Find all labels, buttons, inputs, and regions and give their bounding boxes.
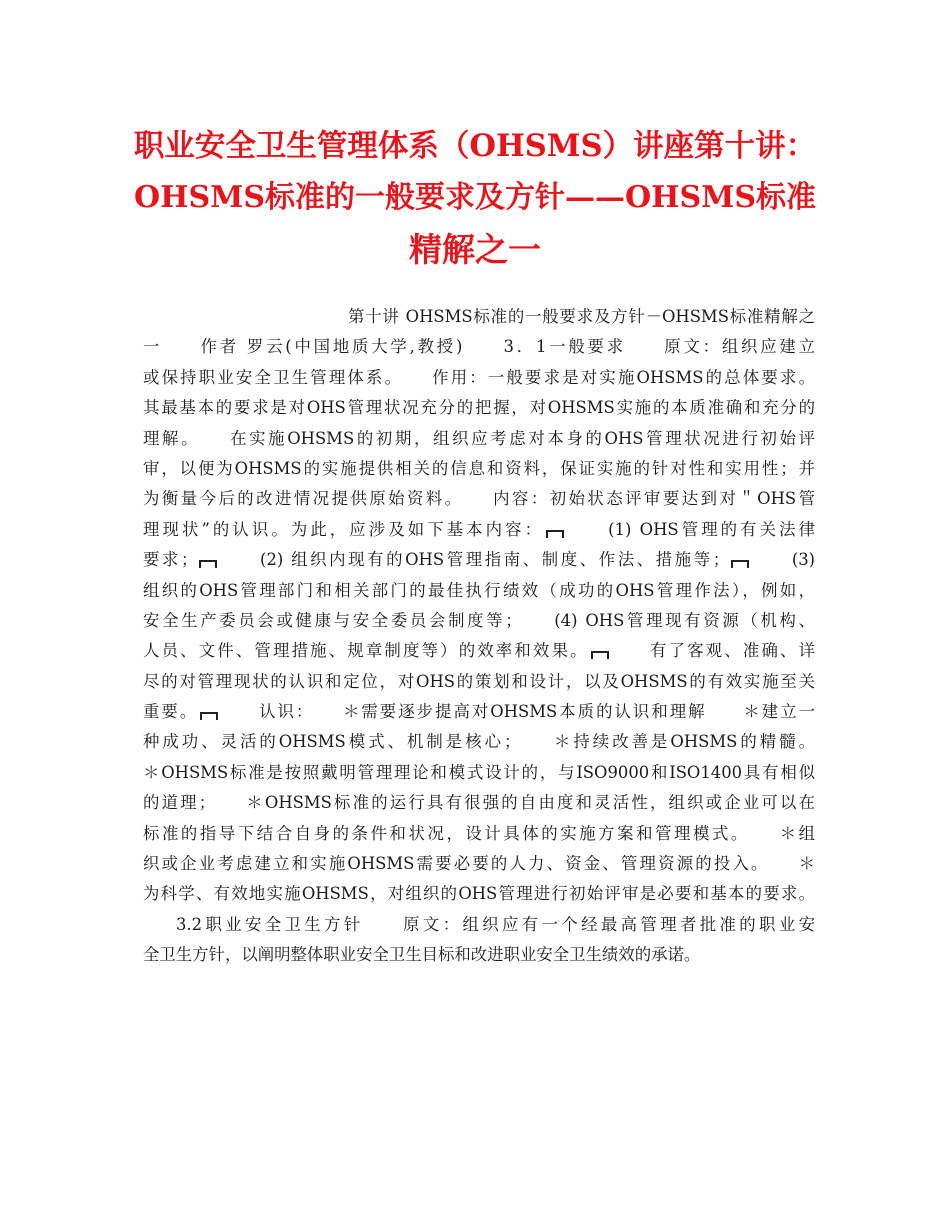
body-text: 认识： ＊需要逐步提高对OHSMS本质的认识和理解 ＊建立一 [259,702,816,722]
body-line: 理解。 在实施OHSMS的初期，组织应考虑对本身的OHS管理状况进行初始评 [143,428,815,448]
body-line [143,636,815,666]
bracket-mark-icon [199,560,217,568]
bracket-mark-icon [731,560,749,568]
body-line: 尽的对管理现状的认识和定位，对OHS的策划和设计，以及OHSMS的有效实施至关 [143,671,815,691]
bracket-mark-icon [591,651,609,659]
body-line: 组织的OHS管理部门和相关部门的最佳执行绩效（成功的OHS管理作法），例如， [143,580,815,600]
body-line: 一 作者 罗云(中国地质大学,教授) 3．1一般要求 原文：组织应建立 [143,337,815,357]
title-line: 精解之一 [409,230,541,269]
body-line: 标准的指导下结合自身的条件和状况，设计具体的实施方案和管理模式。 ＊组 [143,823,815,843]
body-text: (3) [791,550,816,570]
body-line: 第十讲 OHSMS标准的一般要求及方针－OHSMS标准精解之 [348,307,815,326]
body-line: 或保持职业安全卫生管理体系。 作用：一般要求是对实施OHSMS的总体要求。 [143,367,815,387]
body-line: 种成功、灵活的OHSMS模式、机制是核心； ＊持续改善是OHSMS的精髓。 [143,732,815,752]
body-line [143,545,815,575]
bracket-mark-icon [546,530,564,538]
body-line: 为衡量今后的改进情况提供原始资料。 内容：初始状态评审要达到对＂OHS管 [143,489,815,509]
body-text: (2) 组织内现有的OHS管理指南、制度、作法、措施等； [260,550,730,570]
title-line: OHSMS标准的一般要求及方针——OHSMS标准 [133,180,817,215]
body-line: 织或企业考虑建立和实施OHSMS需要必要的人力、资金、管理资源的投入。 ＊ [143,854,815,874]
body-line [143,697,815,727]
body-text: 有了客观、准确、详 [650,641,816,661]
body-line: 安全生产委员会或健康与安全委员会制度等； (4) OHS管理现有资源（机构、 [143,610,815,630]
document-body [143,302,815,971]
body-text: 要求； [143,550,198,570]
body-line: 3.2职业安全卫生方针 原文：组织应有一个经最高管理者批准的职业安 [176,914,815,934]
body-text: (1) OHS管理的有关法律 [608,519,816,539]
body-line: 其最基本的要求是对OHS管理状况充分的把握，对OHSMS实施的本质准确和充分的 [143,398,815,418]
bracket-mark-icon [200,712,218,720]
body-line [143,515,815,545]
body-text: 人员、文件、管理措施、规章制度等）的效率和效果。 [143,641,589,661]
document-title [130,120,820,276]
body-line: 为科学、有效地实施OHSMS，对组织的OHS管理进行初始评审是必要和基本的要求。 [143,884,815,904]
body-line: 审，以便为OHSMS的实施提供相关的信息和资料，保证实施的针对性和实用性；并 [143,458,815,478]
body-line: ＊OHSMS标准是按照戴明管理理论和模式设计的，与ISO9000和ISO1400具有相似 [143,762,815,782]
body-text: 重要。 [143,702,199,722]
body-text: 理现状”的认识。为此，应涉及如下基本内容： [143,519,545,539]
body-line: 的道理； ＊OHSMS标准的运行具有很强的自由度和灵活性，组织或企业可以在 [143,793,815,813]
title-line: 职业安全卫生管理体系（OHSMS）讲座第十讲： [133,128,817,164]
body-line: 全卫生方针，以阐明整体职业安全卫生目标和改进职业安全卫生绩效的承诺。 [143,945,701,965]
